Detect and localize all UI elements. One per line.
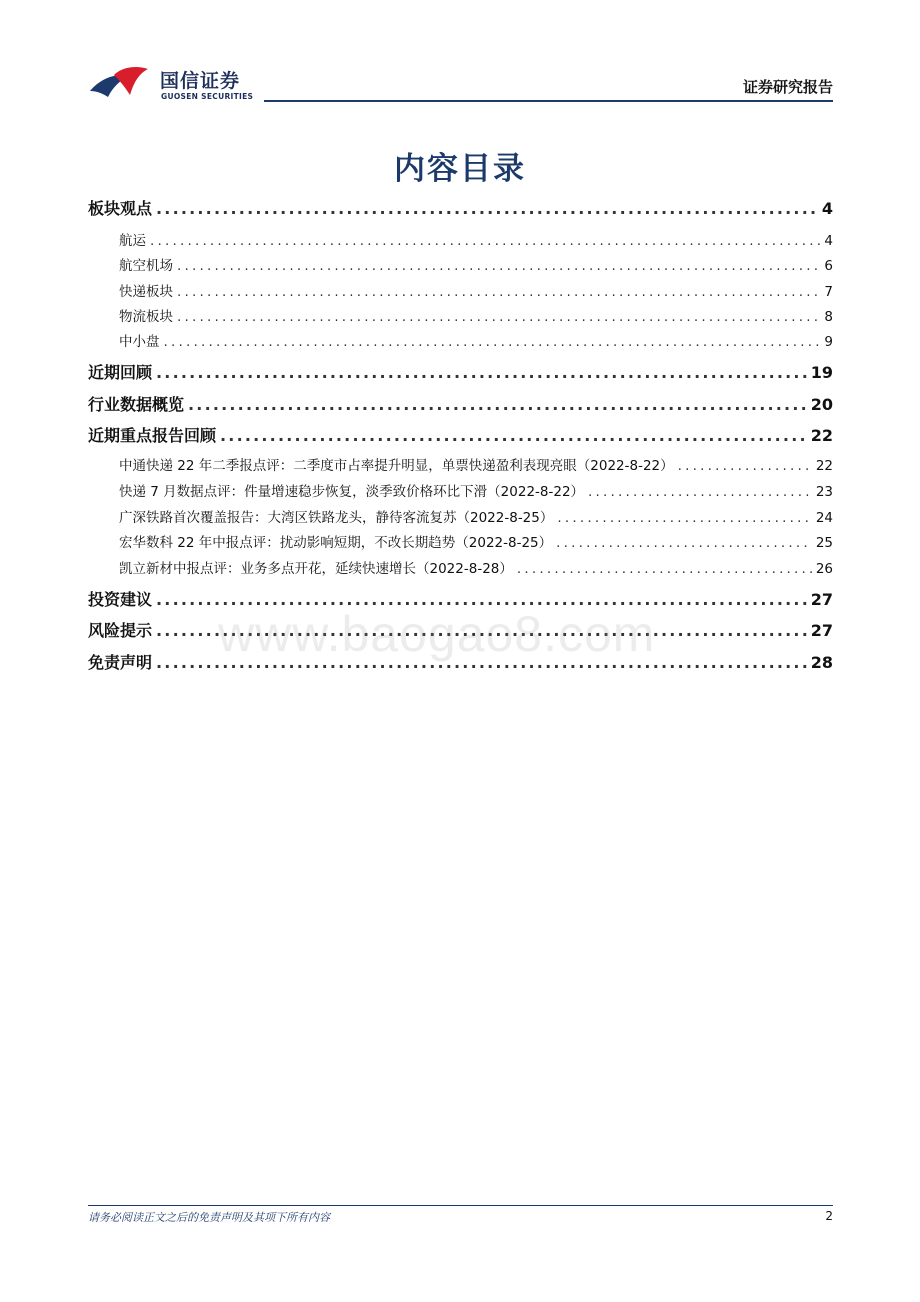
toc-entry-label: 中通快递 22 年二季报点评：二季度市占率提升明显，单票快递盈利表现亮眼（2022-8-22） — [119, 458, 674, 474]
toc-entry[interactable] — [88, 423, 833, 446]
toc-leader-dots — [517, 561, 812, 577]
toc-entry[interactable] — [119, 557, 833, 577]
report-type-label: 证券研究报告 — [742, 78, 833, 96]
toc-entry-label: 航运 — [119, 233, 146, 249]
watermark: www.baogao8.com — [218, 606, 656, 662]
toc-entry-page: 8 — [824, 309, 833, 325]
toc-entry[interactable] — [119, 280, 833, 300]
toc-entry[interactable] — [119, 480, 833, 500]
toc-entry-page: 6 — [824, 258, 833, 274]
logo-text-en: GUOSEN SECURITIES — [161, 92, 254, 101]
toc-leader-dots — [188, 395, 807, 414]
toc-entry-label: 快递板块 — [119, 284, 173, 300]
toc-entry[interactable] — [119, 454, 833, 474]
toc-leader-dots — [177, 309, 820, 325]
toc-entry-page: 4 — [821, 199, 833, 218]
footer-divider — [88, 1205, 833, 1206]
toc-entry-label: 投资建议 — [88, 590, 153, 609]
toc-entry-page: 4 — [824, 233, 833, 249]
toc-leader-dots — [177, 284, 820, 300]
toc-entry[interactable] — [119, 330, 833, 350]
toc-entry-page: 24 — [815, 510, 833, 526]
toc-entry-page: 9 — [824, 334, 833, 350]
toc-leader-dots — [220, 426, 807, 445]
toc-leader-dots — [156, 199, 818, 218]
toc-entry[interactable] — [119, 305, 833, 325]
toc-leader-dots — [177, 258, 820, 274]
toc-leader-dots — [588, 484, 812, 500]
toc-leader-dots — [557, 510, 811, 526]
toc-entry-page: 25 — [815, 535, 833, 551]
toc-entry-label: 宏华数科 22 年中报点评：扰动影响短期，不改长期趋势（2022-8-25） — [119, 535, 553, 551]
toc-entry-label: 中小盘 — [119, 334, 160, 350]
toc-entry-page: 19 — [810, 363, 833, 382]
toc-entry-label: 行业数据概览 — [88, 395, 185, 414]
toc-leader-dots — [150, 233, 820, 249]
toc-entry-page: 22 — [815, 458, 833, 474]
toc-entry-page: 7 — [824, 284, 833, 300]
toc-entry[interactable] — [119, 531, 833, 551]
toc-entry-label: 近期回顾 — [88, 363, 153, 382]
toc-entry[interactable] — [88, 360, 833, 383]
toc-entry[interactable] — [88, 196, 833, 219]
toc-entry-page: 23 — [815, 484, 833, 500]
toc-entry-page: 20 — [810, 395, 833, 414]
toc-entry-page: 28 — [810, 653, 833, 672]
toc-entry[interactable] — [88, 392, 833, 415]
toc-entry-label: 风险提示 — [88, 621, 153, 640]
toc-entry-page: 22 — [810, 426, 833, 445]
toc-entry[interactable] — [119, 254, 833, 274]
toc-entry-label: 凯立新材中报点评：业务多点开花，延续快速增长（2022-8-28） — [119, 561, 513, 577]
toc-leader-dots — [678, 458, 812, 474]
toc-leader-dots — [156, 363, 807, 382]
toc-entry-page: 27 — [810, 590, 833, 609]
toc-entry-label: 免责声明 — [88, 653, 153, 672]
toc-entry-label: 广深铁路首次覆盖报告：大湾区铁路龙头，静待客流复苏（2022-8-25） — [119, 510, 554, 526]
logo-text-cn: 国信证券 — [160, 70, 241, 92]
toc-entry-label: 航空机场 — [119, 258, 173, 274]
page-header — [88, 62, 833, 106]
toc-entry[interactable] — [119, 506, 833, 526]
toc-entry-label: 板块观点 — [88, 199, 153, 218]
toc-leader-dots — [556, 535, 812, 551]
toc-entry-page: 27 — [810, 621, 833, 640]
toc-leader-dots — [164, 334, 821, 350]
header-divider — [264, 100, 833, 102]
toc-entry-page: 26 — [815, 561, 833, 577]
page-number: 2 — [825, 1209, 833, 1223]
toc-entry-label: 快递 7 月数据点评：件量增速稳步恢复，淡季致价格环比下滑（2022-8-22） — [119, 484, 585, 500]
toc-entry-label: 物流板块 — [119, 309, 173, 325]
guosen-logo-icon — [88, 65, 150, 101]
footer-disclaimer-note: 请务必阅读正文之后的免责声明及其项下所有内容 — [88, 1211, 330, 1224]
toc-entry[interactable] — [119, 229, 833, 249]
toc-title: 内容目录 — [394, 151, 526, 187]
toc-entry-label: 近期重点报告回顾 — [88, 426, 217, 445]
